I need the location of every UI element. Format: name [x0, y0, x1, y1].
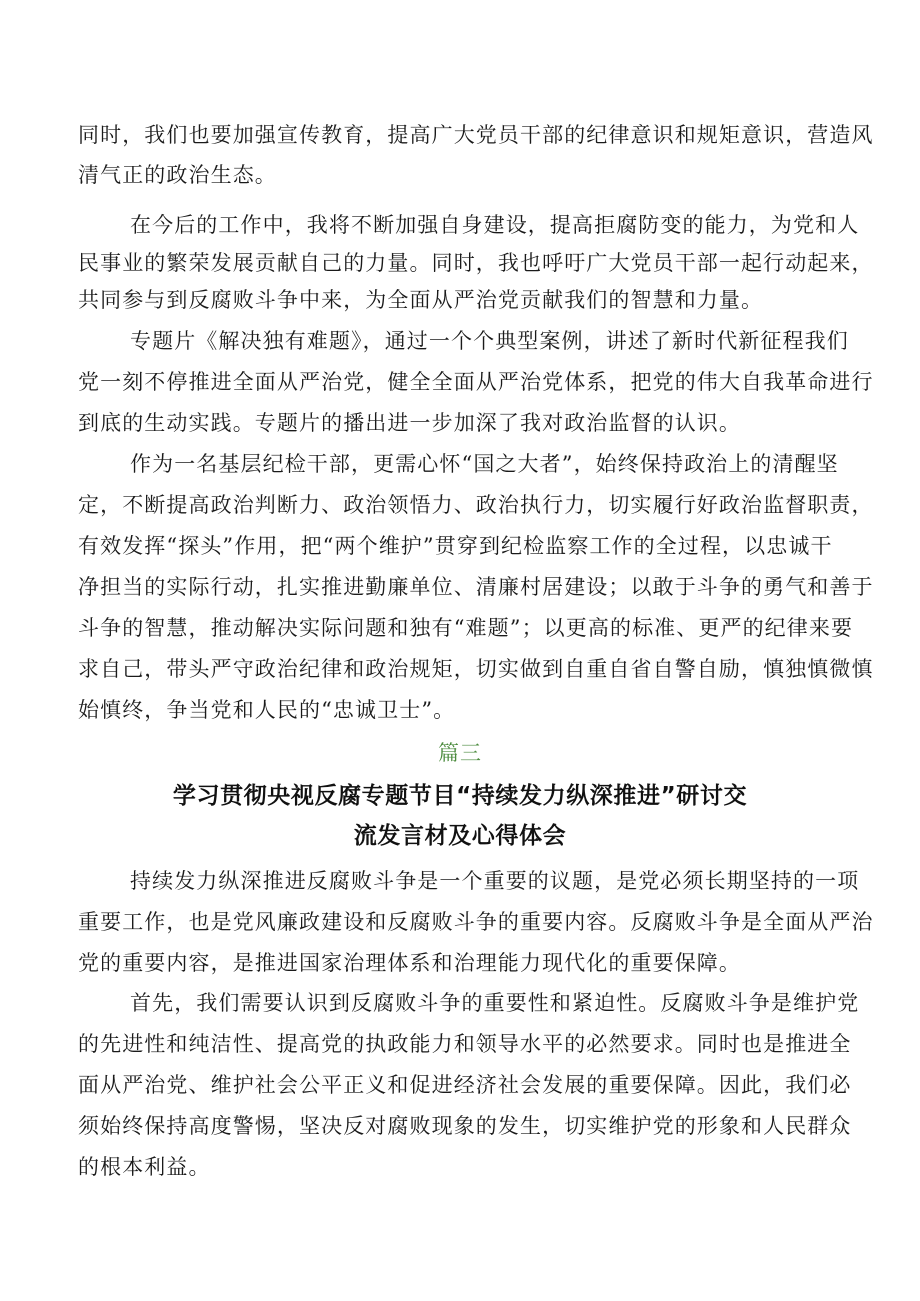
paragraph-line: 净担当的实际行动，扎实推进勤廉单位、清廉村居建设；以敢于斗争的勇气和善于	[78, 575, 874, 599]
paragraph-line: 在今后的工作中，我将不断加强自身建设，提高拒腐防变的能力，为党和人	[130, 213, 860, 237]
paragraph-line: 有效发挥“探头”作用，把“两个维护”贯穿到纪检监察工作的全过程，以忠诚干	[78, 534, 833, 558]
paragraph-line: 求自己，带头严守政治纪律和政治规矩，切实做到自重自省自警自励，慎独慎微慎	[78, 657, 874, 681]
paragraph-line: 清气正的政治生态。	[78, 163, 277, 187]
paragraph-line: 须始终保持高度警惕，坚决反对腐败现象的发生，切实维护党的形象和人民群众	[78, 1114, 852, 1138]
paragraph-line: 的根本利益。	[78, 1155, 211, 1179]
section-title-line: 学习贯彻央视反腐专题节目“持续发力纵深推进”研讨交	[172, 783, 748, 809]
paragraph-line: 重要工作，也是党风廉政建设和反腐败斗争的重要内容。反腐败斗争是全面从严治	[78, 910, 874, 934]
paragraph-line: 党的重要内容，是推进国家治理体系和治理能力现代化的重要保障。	[78, 951, 741, 975]
paragraph-line: 面从严治党、维护社会公平正义和促进经济社会发展的重要保障。因此，我们必	[78, 1073, 852, 1097]
paragraph-line: 到底的生动实践。专题片的播出进一步加深了我对政治监督的认识。	[78, 411, 741, 435]
paragraph-line: 持续发力纵深推进反腐败斗争是一个重要的议题，是党必须长期坚持的一项	[130, 869, 860, 893]
paragraph-line: 作为一名基层纪检干部，更需心怀“国之大者”，始终保持政治上的清醒坚	[130, 452, 839, 476]
paragraph-line: 定，不断提高政治判断力、政治领悟力、政治执行力，切实履行好政治监督职责，	[78, 493, 874, 517]
paragraph-line: 的先进性和纯洁性、提高党的执政能力和领导水平的必然要求。同时也是推进全	[78, 1032, 852, 1056]
paragraph-line: 斗争的智慧，推动解决实际问题和独有“难题”；以更高的标准、更严的纪律来要	[78, 616, 854, 640]
paragraph-line: 专题片《解决独有难题》，通过一个个典型案例，讲述了新时代新征程我们	[130, 329, 849, 353]
paragraph-line: 首先，我们需要认识到反腐败斗争的重要性和紧迫性。反腐败斗争是维护党	[130, 991, 860, 1015]
section-title-line: 流发言材及心得体会	[353, 823, 567, 849]
paragraph-line: 始慎终，争当党和人民的“忠诚卫士”。	[78, 698, 456, 722]
paragraph-line: 党一刻不停推进全面从严治党，健全全面从严治党体系，把党的伟大自我革命进行	[78, 370, 874, 394]
section-label: 篇三	[438, 741, 482, 765]
paragraph-line: 共同参与到反腐败斗争中来，为全面从严治党贡献我们的智慧和力量。	[78, 288, 764, 312]
paragraph-line: 同时，我们也要加强宣传教育，提高广大党员干部的纪律意识和规矩意识，营造风	[78, 123, 874, 147]
paragraph-line: 民事业的繁荣发展贡献自己的力量。同时，我也呼吁广大党员干部一起行动起来，	[78, 251, 874, 275]
